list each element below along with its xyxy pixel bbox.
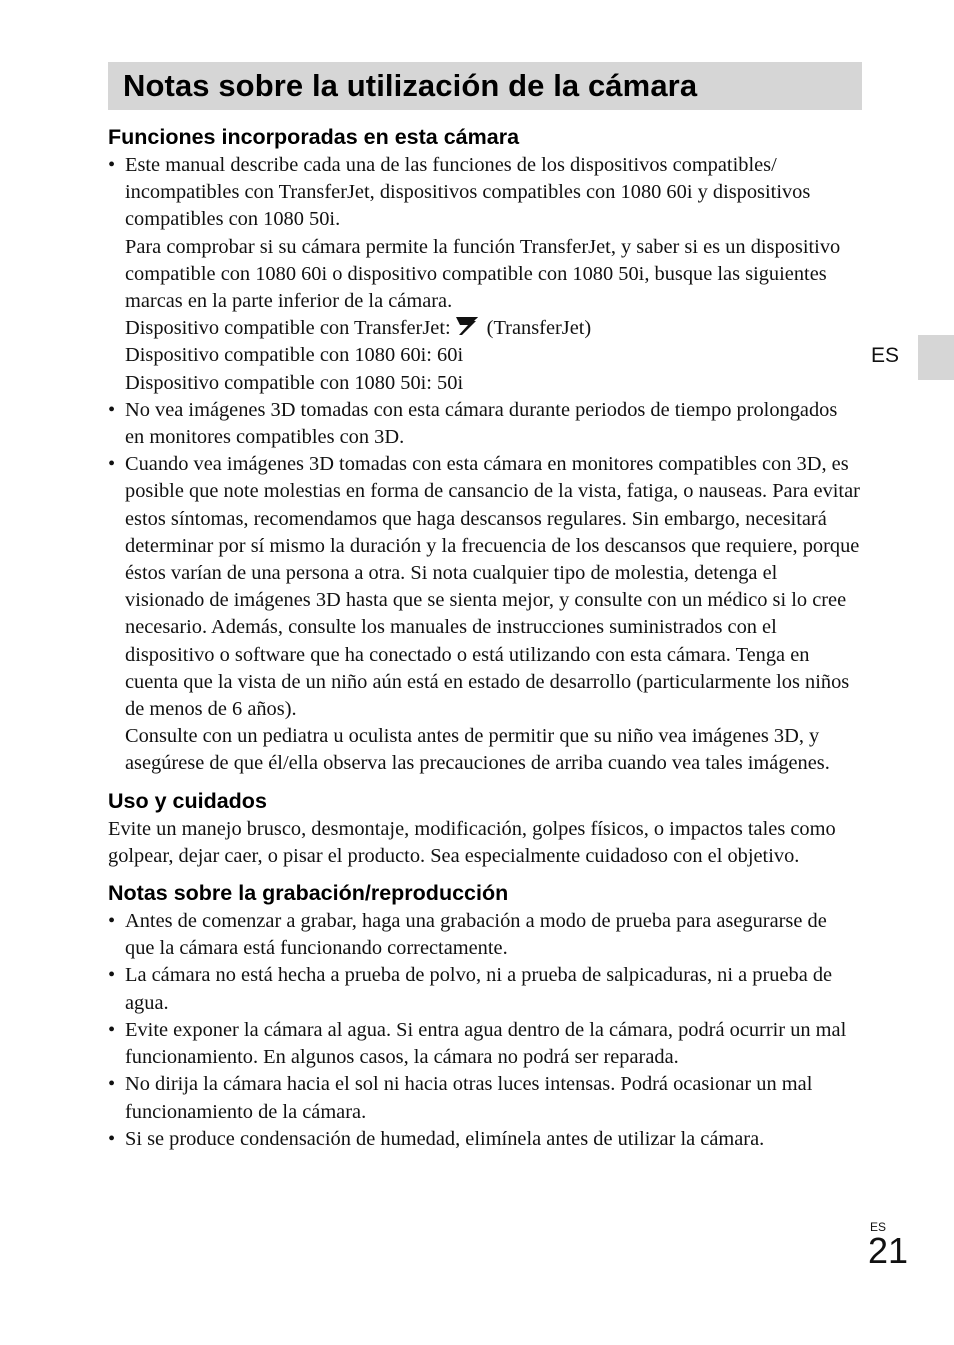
bullet-icon: • <box>108 910 116 933</box>
footer-language-label: ES <box>870 1220 887 1234</box>
care-text: Evite un manejo brusco, desmontaje, modificación, golpes físicos, o impactos tales como golpear, dejar caer, o pisar el producto. Sea especialmente cuidadoso con el objetivo. <box>108 817 836 867</box>
functions-bullet3-text: Cuando vea imágenes 3D tomadas con esta cámara en monitores compatibles con 3D, es posible que note molestias en forma de cansancio de la vista, fatiga, o nauseas. Para evitar estos síntomas, recomendamos que haga descansos regulares. Sin embargo, necesitará determinar por sí mismo la duración y la frecuencia de los descansos que requiere, porque éstos varían de una persona a otra. Si nota cualquier tipo de molestia, detenga el visionado de imágenes 3D hasta que se sienta mejor, y consulte con un médico si lo cree necesario. Además, consulte los manuales de instrucciones suministrados con el dispositivo o software que ha conectado o está utilizando con esta cámara. Tenga en cuenta que la vista de un niño aún está en estado de desarrollo (particularmente los niños de menos de 6 años). <box>125 453 860 721</box>
functions-bullet1-text: Este manual describe cada una de las funciones de los dispositivos compatibles/ incompatibles con TransferJet, dispositivos compatibles con 1080 60i y dispositivos compatibles con 1080 50i. <box>125 154 811 231</box>
bullet-icon: • <box>108 1127 116 1150</box>
bullet-icon: • <box>108 453 116 476</box>
recording-item-text: No dirija la cámara hacia el sol ni hacia otras luces intensas. Podrá ocasionar un mal funcionamiento de la cámara. <box>125 1073 813 1123</box>
list-item <box>108 962 860 1016</box>
bullet-icon: • <box>108 154 116 176</box>
page-number: 21 <box>868 1230 909 1271</box>
heading-functions: Funciones incorporadas en esta cámara <box>108 125 520 149</box>
recording-item-text: La cámara no está hecha a prueba de polvo, ni a prueba de salpicaduras, ni a prueba de agua. <box>125 964 833 1014</box>
heading-recording: Notas sobre la grabación/reproducción <box>108 881 509 906</box>
heading-care: Uso y cuidados <box>108 788 267 813</box>
side-language-label: ES <box>871 344 900 367</box>
recording-list <box>108 908 860 1153</box>
title-bar <box>108 62 862 110</box>
transferjet-line <box>125 315 860 342</box>
page-title: Notas sobre la utilización de la cámara <box>123 68 698 103</box>
transferjet-mark: (TransferJet) <box>486 317 592 340</box>
list-item <box>108 152 860 397</box>
functions-bullet3-sub: Consulte con un pediatra u oculista antes de permitir que su niño vea imágenes 3D, y asegúrese de que él/ella observa las precauciones de arriba cuando vea tales imágenes. <box>125 725 830 775</box>
transferjet-icon <box>455 315 479 337</box>
page-content <box>108 122 860 1153</box>
list-item <box>108 908 860 962</box>
functions-list <box>108 152 860 778</box>
list-item <box>108 1017 860 1071</box>
line-60i: Dispositivo compatible con 1080 60i: 60i <box>125 344 464 367</box>
list-item <box>108 1126 860 1153</box>
bullet-icon: • <box>108 964 116 987</box>
recording-item-text: Si se produce condensación de humedad, elimínela antes de utilizar la cámara. <box>125 1127 765 1150</box>
side-tab <box>918 335 954 380</box>
recording-item-text: Evite exponer la cámara al agua. Si entra agua dentro de la cámara, podrá ocurrir un mal funcionamiento. En algunos casos, la cámara no podrá ser reparada. <box>125 1018 847 1069</box>
list-item <box>108 1071 860 1125</box>
line-50i: Dispositivo compatible con 1080 50i: 50i <box>125 371 464 394</box>
transferjet-label: Dispositivo compatible con TransferJet: <box>125 317 451 340</box>
bullet-icon: • <box>108 1018 116 1041</box>
list-item <box>108 451 860 777</box>
bullet-icon: • <box>108 1073 116 1096</box>
functions-bullet1-sub: Para comprobar si su cámara permite la función TransferJet, y saber si es un dispositivo compatible con 1080 60i o dispositivo compatible con 1080 50i, busque las siguientes marcas en la parte inferior de la cámara. <box>125 235 841 313</box>
recording-item-text: Antes de comenzar a grabar, haga una grabación a modo de prueba para asegurarse de que la cámara está funcionando correctamente. <box>125 910 827 960</box>
bullet-icon: • <box>108 398 116 421</box>
functions-bullet2-text: No vea imágenes 3D tomadas con esta cámara durante periodos de tiempo prolongados en monitores compatibles con 3D. <box>125 398 838 449</box>
list-item <box>108 397 860 451</box>
